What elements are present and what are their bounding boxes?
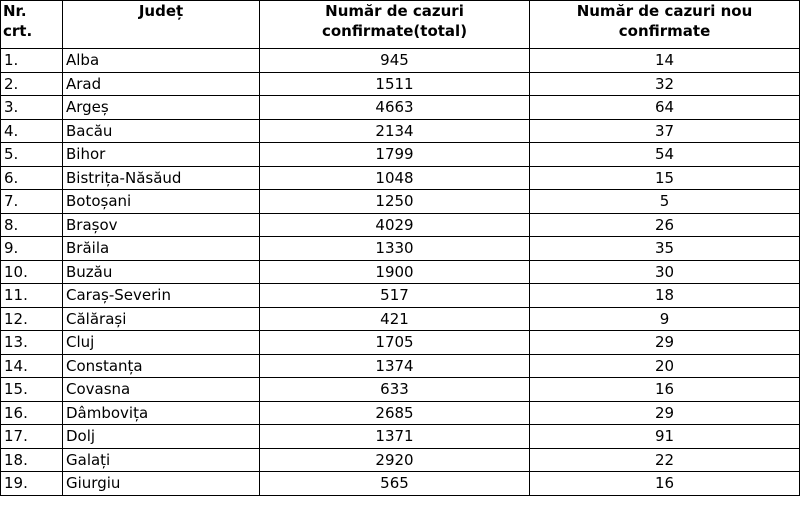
table-row <box>1 237 800 261</box>
total-cases: 1705 <box>260 331 530 355</box>
new-cases: 16 <box>530 378 800 402</box>
table-row <box>1 472 800 496</box>
table-row <box>1 448 800 472</box>
total-cases: 421 <box>260 307 530 331</box>
new-cases: 64 <box>530 96 800 120</box>
table-row <box>1 307 800 331</box>
new-cases: 29 <box>530 331 800 355</box>
total-cases: 4663 <box>260 96 530 120</box>
total-cases: 2920 <box>260 448 530 472</box>
county-name: Brăila <box>63 237 260 261</box>
county-name: Bacău <box>63 119 260 143</box>
table-row <box>1 354 800 378</box>
table-row <box>1 49 800 73</box>
table-row <box>1 119 800 143</box>
total-cases: 4029 <box>260 213 530 237</box>
row-number: 11. <box>1 284 63 308</box>
total-cases: 2685 <box>260 401 530 425</box>
row-number: 14. <box>1 354 63 378</box>
county-name: Arad <box>63 72 260 96</box>
total-cases: 1371 <box>260 425 530 449</box>
new-cases: 26 <box>530 213 800 237</box>
table-row <box>1 260 800 284</box>
row-number: 17. <box>1 425 63 449</box>
row-number: 13. <box>1 331 63 355</box>
new-cases: 18 <box>530 284 800 308</box>
county-name: Botoșani <box>63 190 260 214</box>
total-cases: 1048 <box>260 166 530 190</box>
county-name: Caraș-Severin <box>63 284 260 308</box>
county-name: Constanța <box>63 354 260 378</box>
new-cases: 29 <box>530 401 800 425</box>
new-cases: 32 <box>530 72 800 96</box>
row-number: 15. <box>1 378 63 402</box>
row-number: 5. <box>1 143 63 167</box>
row-number: 1. <box>1 49 63 73</box>
county-name: Brașov <box>63 213 260 237</box>
new-cases: 30 <box>530 260 800 284</box>
table-row <box>1 166 800 190</box>
county-name: Bistrița-Năsăud <box>63 166 260 190</box>
row-number: 7. <box>1 190 63 214</box>
total-cases: 1900 <box>260 260 530 284</box>
county-name: Buzău <box>63 260 260 284</box>
total-cases: 1799 <box>260 143 530 167</box>
table-row <box>1 213 800 237</box>
new-cases: 14 <box>530 49 800 73</box>
header-row <box>1 1 800 49</box>
county-name: Dâmbovița <box>63 401 260 425</box>
new-cases: 54 <box>530 143 800 167</box>
row-number: 19. <box>1 472 63 496</box>
new-cases: 16 <box>530 472 800 496</box>
new-cases: 22 <box>530 448 800 472</box>
new-cases: 91 <box>530 425 800 449</box>
county-name: Alba <box>63 49 260 73</box>
total-cases: 1374 <box>260 354 530 378</box>
row-number: 2. <box>1 72 63 96</box>
table-row <box>1 72 800 96</box>
table-row <box>1 401 800 425</box>
row-number: 3. <box>1 96 63 120</box>
header-total-cases: Număr de cazuri confirmate(total) <box>260 1 530 49</box>
table-body <box>1 49 800 496</box>
row-number: 9. <box>1 237 63 261</box>
county-name: Galați <box>63 448 260 472</box>
new-cases: 20 <box>530 354 800 378</box>
new-cases: 15 <box>530 166 800 190</box>
table-row <box>1 331 800 355</box>
county-name: Cluj <box>63 331 260 355</box>
row-number: 4. <box>1 119 63 143</box>
total-cases: 517 <box>260 284 530 308</box>
header-nr: Nr. crt. <box>1 1 63 49</box>
table-row <box>1 190 800 214</box>
row-number: 16. <box>1 401 63 425</box>
row-number: 18. <box>1 448 63 472</box>
row-number: 6. <box>1 166 63 190</box>
new-cases: 9 <box>530 307 800 331</box>
county-name: Covasna <box>63 378 260 402</box>
row-number: 8. <box>1 213 63 237</box>
table-row <box>1 284 800 308</box>
new-cases: 35 <box>530 237 800 261</box>
table-row <box>1 143 800 167</box>
total-cases: 633 <box>260 378 530 402</box>
county-name: Argeș <box>63 96 260 120</box>
total-cases: 945 <box>260 49 530 73</box>
header-new-cases: Număr de cazuri nou confirmate <box>530 1 800 49</box>
total-cases: 1511 <box>260 72 530 96</box>
header-county: Județ <box>63 1 260 49</box>
table-row <box>1 378 800 402</box>
county-name: Călărași <box>63 307 260 331</box>
new-cases: 5 <box>530 190 800 214</box>
row-number: 12. <box>1 307 63 331</box>
row-number: 10. <box>1 260 63 284</box>
new-cases: 37 <box>530 119 800 143</box>
total-cases: 1250 <box>260 190 530 214</box>
total-cases: 1330 <box>260 237 530 261</box>
county-name: Giurgiu <box>63 472 260 496</box>
county-name: Dolj <box>63 425 260 449</box>
total-cases: 2134 <box>260 119 530 143</box>
table-row <box>1 96 800 120</box>
total-cases: 565 <box>260 472 530 496</box>
county-name: Bihor <box>63 143 260 167</box>
table-row <box>1 425 800 449</box>
